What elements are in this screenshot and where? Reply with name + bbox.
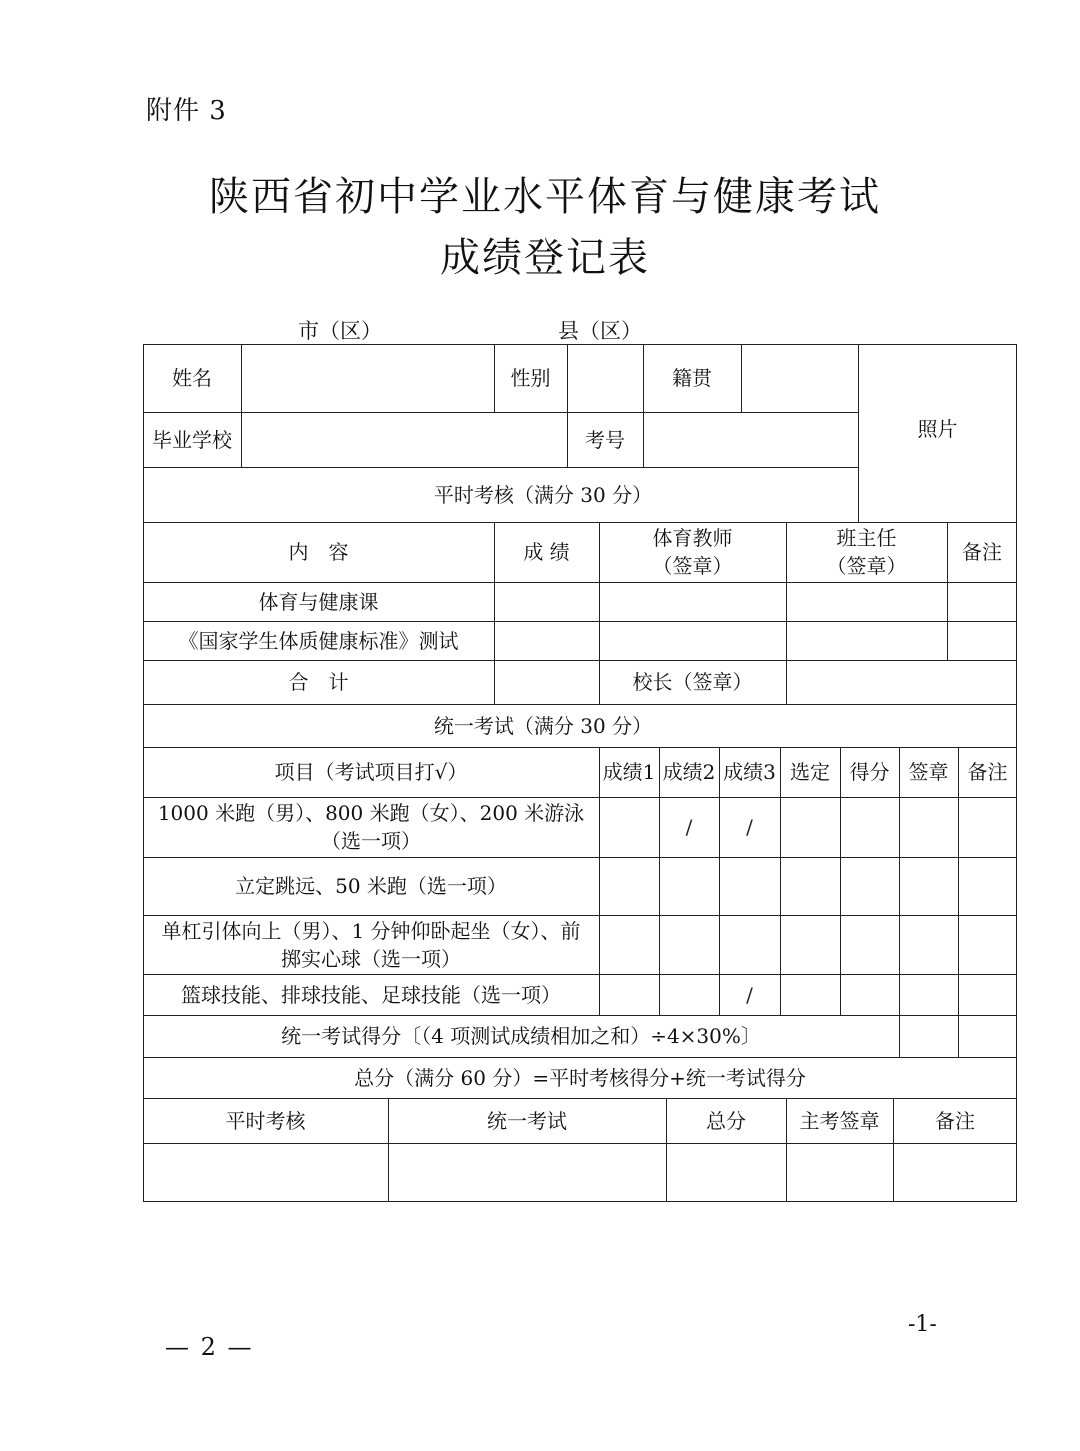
exam-no-field[interactable]: [643, 412, 858, 467]
slash-mark: /: [746, 982, 753, 1007]
item-running-line1: 1000 米跑（男）、800 米跑（女）、200 米游泳: [157, 801, 585, 825]
page-number-right: -1-: [908, 1312, 937, 1337]
total-col-unified: 统一考试: [487, 1108, 567, 1133]
regular-col-content: 内 容: [288, 540, 349, 564]
unified-col-item: 项目（考试项目打√）: [274, 760, 468, 784]
total-col-regular: 平时考核: [225, 1108, 306, 1133]
unified-col-selected: 选定: [790, 760, 830, 784]
regular-col-pe-teacher: [599, 522, 786, 582]
unified-col-score2: 成绩2: [662, 760, 716, 784]
document-subtitle: 成绩登记表: [440, 235, 650, 281]
principal-label: 校长（签章）: [632, 670, 753, 694]
total-col-examiner: 主考签章: [799, 1108, 880, 1133]
gender-label: 性别: [510, 366, 551, 390]
unified-item-jump: 立定跳远、50 米跑（选一项）: [235, 874, 507, 898]
regular-col-score: 成 绩: [523, 540, 570, 564]
unified-item-running: [143, 797, 599, 857]
gender-field[interactable]: [567, 344, 643, 412]
unified-item-strength: [143, 915, 599, 974]
regular-row-fitness-standard: 《国家学生体质健康标准》测试: [178, 628, 459, 653]
regular-col-head-teacher: [786, 522, 947, 582]
attachment-label: 附件 3: [146, 96, 227, 126]
unified-score-formula: 统一考试得分〔（4 项测试成绩相加之和）÷4×30%〕: [281, 1024, 761, 1048]
pe-teacher-line1: 体育教师: [652, 526, 733, 550]
photo-label: 照片: [917, 417, 958, 441]
school-label: 毕业学校: [152, 427, 232, 452]
school-field[interactable]: [241, 412, 567, 467]
regular-col-note: 备注: [962, 540, 1002, 564]
city-label: 市（区）: [298, 319, 382, 343]
item-running-line2: （选一项）: [321, 829, 421, 853]
native-place-label: 籍贯: [672, 366, 712, 390]
item-strength-line1: 单杠引体向上（男）、1 分钟仰卧起坐（女）、前: [161, 918, 581, 943]
name-label: 姓名: [172, 366, 212, 390]
unified-col-note: 备注: [967, 760, 1008, 784]
head-teacher-line1: 班主任: [836, 526, 897, 550]
native-place-field[interactable]: [741, 344, 858, 412]
unified-section-title: 统一考试（满分 30 分）: [433, 713, 653, 738]
unified-col-signature: 签章: [908, 760, 949, 784]
unified-col-score3: 成绩3: [723, 760, 776, 784]
regular-section-title: 平时考核（满分 30 分）: [433, 482, 653, 507]
unified-col-points: 得分: [849, 760, 890, 784]
slash-mark: /: [685, 815, 693, 839]
document-title: 陕西省初中学业水平体育与健康考试: [209, 174, 881, 220]
head-teacher-line2: （签章）: [826, 554, 907, 578]
regular-row-pe-course: 体育与健康课: [258, 589, 379, 614]
slash-mark: /: [746, 815, 753, 839]
page-number-left: — 2 —: [165, 1333, 254, 1361]
name-field[interactable]: [241, 344, 494, 412]
unified-item-ball-skills: 篮球技能、排球技能、足球技能（选一项）: [181, 982, 561, 1007]
pe-teacher-line2: （签章）: [652, 554, 733, 578]
total-col-note: 备注: [935, 1108, 975, 1133]
total-col-total: 总分: [706, 1108, 746, 1133]
exam-no-label: 考号: [585, 427, 625, 452]
item-strength-line2: 掷实心球（选一项）: [281, 946, 461, 971]
regular-total-label: 合 计: [288, 670, 349, 694]
unified-col-score1: 成绩1: [602, 760, 656, 784]
county-label: 县（区）: [558, 319, 642, 343]
total-formula: 总分（满分 60 分）=平时考核得分+统一考试得分: [354, 1065, 806, 1090]
